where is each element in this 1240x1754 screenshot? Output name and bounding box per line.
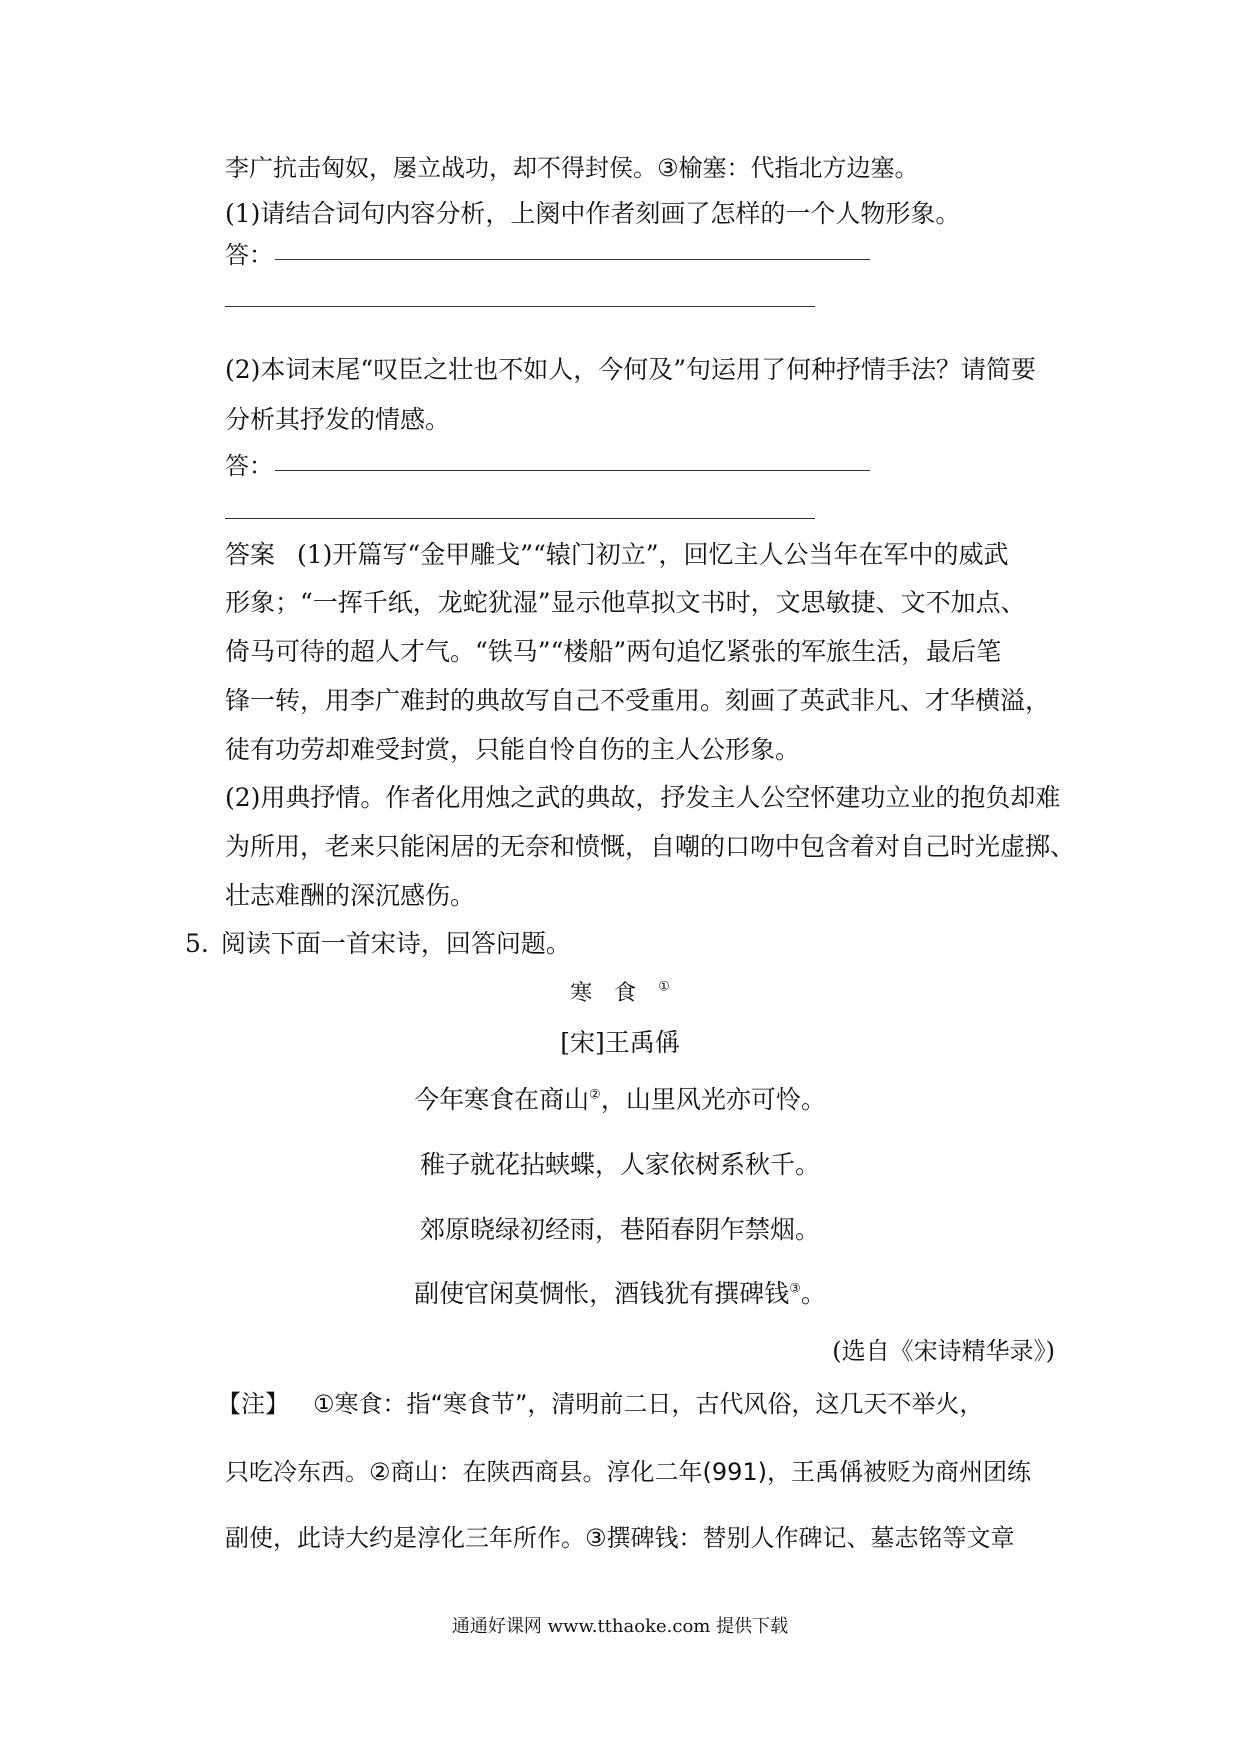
note-line-2: 只吃冷东西。②商山：在陕西商县。淳化二年(991)，王禹偁被贬为商州团练 — [225, 1458, 1032, 1486]
poem-title: 寒食① — [570, 979, 670, 1006]
answer-para-2-line-3: 壮志难酬的深沉感伤。 — [225, 881, 476, 910]
question-2-line-2: 分析其抒发的情感。 — [225, 405, 451, 434]
note-line-3: 副使，此诗大约是淳化三年所作。③撰碑钱：替别人作碑记、墓志铭等文章 — [225, 1524, 1015, 1552]
footnote-marker: ① — [658, 979, 670, 995]
answer-blank-line — [225, 306, 815, 307]
poem-author: [宋]王禹偁 — [560, 1028, 680, 1057]
answer-label: 答： — [225, 241, 273, 269]
answer-para-1-line-2: 形象；“一挥千纸，龙蛇犹湿”显示他草拟文书时，文思敏捷、文不加点、 — [225, 588, 1026, 617]
answer-para-2-line-2: 为所用，老来只能闲居的无奈和愤慨，自嘲的口吻中包含着对自己时光虚掷、 — [225, 832, 1076, 861]
poem-line-4: 副使官闲莫惆怅，酒钱犹有撰碑钱③。 — [414, 1279, 826, 1308]
answer-line-2 — [225, 448, 1055, 484]
poem-line-2: 稚子就花拈蛱蝶，人家依树系秋千。 — [419, 1150, 820, 1179]
question-2-line-1: (2)本词末尾“叹臣之壮也不如人，今何及”句运用了何种抒情手法？请简要 — [225, 355, 1036, 384]
answer-blank-line — [275, 470, 870, 471]
answer-heading: 答案 — [225, 540, 276, 569]
answer-blank-line — [275, 259, 870, 260]
answer-line-1 — [225, 237, 1055, 273]
poem-source: (选自《宋诗精华录》) — [832, 1337, 1055, 1365]
poem-line-3: 郊原晓绿初经雨，巷陌春阴乍禁烟。 — [419, 1215, 820, 1244]
answer-para-2-line-1: (2)用典抒情。作者化用烛之武的典故，抒发主人公空怀建功立业的抱负却难 — [225, 783, 1061, 812]
answer-para-1-line-3: 倚马可待的超人才气。“铁马”“楼船”两句追忆紧张的军旅生活，最后笔 — [225, 637, 1002, 666]
page-footer: 通通好课网 www.tthaoke.com 提供下载 — [451, 1616, 789, 1637]
question-5: 5. 阅读下面一首宋诗，回答问题。 — [185, 929, 571, 958]
answer-para-1-line-1: 答案 (1)开篇写“金甲雕戈”“辕门初立”，回忆主人公当年在军中的威武 — [225, 540, 1009, 569]
answer-para-1-line-4: 锋一转，用李广难封的典故写自己不受重用。刻画了英武非凡、才华横溢， — [225, 686, 1051, 715]
note-continuation: 李广抗击匈奴，屡立战功，却不得封侯。③榆塞：代指北方边塞。 — [225, 154, 919, 182]
question-number: 5. — [185, 929, 209, 958]
answer-blank-line — [225, 518, 815, 519]
question-1: (1)请结合词句内容分析，上阕中作者刻画了怎样的一个人物形象。 — [225, 199, 961, 228]
note-line-1: 【注】 ①寒食：指“寒食节”，清明前二日，古代风俗，这几天不举火， — [217, 1390, 984, 1418]
note-label: 【注】 — [217, 1390, 289, 1418]
poem-line-1: 今年寒食在商山②，山里风光亦可怜。 — [414, 1085, 826, 1114]
answer-para-1-line-5: 徒有功劳却难受封赏，只能自怜自伤的主人公形象。 — [225, 735, 801, 764]
answer-label: 答： — [225, 452, 273, 480]
